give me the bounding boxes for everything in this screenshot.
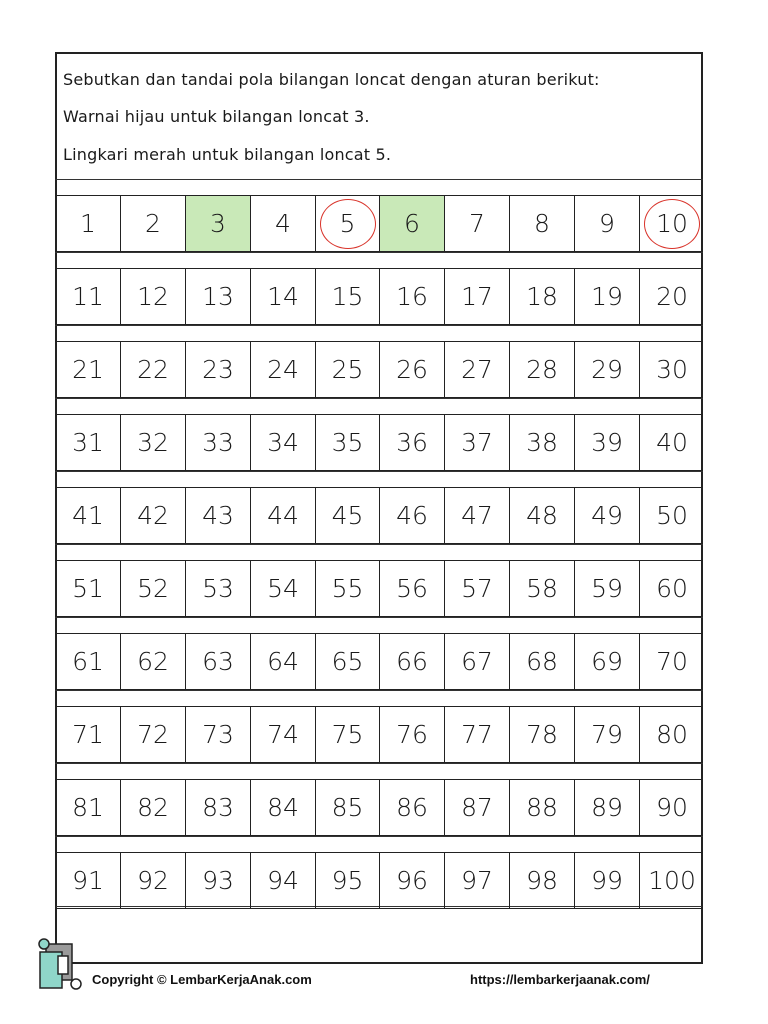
number-cell-12[interactable] — [121, 269, 186, 324]
number-label: 56 — [396, 574, 428, 603]
number-label: 98 — [526, 866, 558, 895]
number-label: 5 — [339, 209, 356, 238]
number-cell-38[interactable] — [510, 415, 575, 470]
number-cell-17[interactable] — [445, 269, 510, 324]
number-label: 73 — [202, 720, 234, 749]
number-cell-18[interactable] — [510, 269, 575, 324]
number-cell-74[interactable] — [251, 707, 316, 762]
number-label: 88 — [526, 793, 558, 822]
number-cell-75[interactable] — [316, 707, 380, 762]
number-label: 17 — [461, 282, 493, 311]
number-label: 87 — [461, 793, 493, 822]
number-cell-20[interactable] — [640, 269, 704, 324]
number-label: 77 — [461, 720, 493, 749]
number-label: 66 — [396, 647, 428, 676]
number-cell-39[interactable] — [575, 415, 640, 470]
number-label: 52 — [137, 574, 169, 603]
number-cell-3[interactable] — [186, 196, 251, 251]
number-label: 49 — [591, 501, 623, 530]
number-label: 27 — [461, 355, 493, 384]
number-label: 67 — [461, 647, 493, 676]
number-cell-76[interactable] — [380, 707, 445, 762]
number-label: 6 — [404, 209, 420, 238]
number-cell-73[interactable] — [186, 707, 251, 762]
number-cell-25[interactable] — [316, 342, 380, 397]
number-cell-21[interactable] — [56, 342, 121, 397]
number-cell-22[interactable] — [121, 342, 186, 397]
grid-row — [55, 268, 703, 325]
number-label: 43 — [202, 501, 234, 530]
number-label: 61 — [72, 647, 104, 676]
number-cell-67[interactable] — [445, 634, 510, 689]
number-cell-14[interactable] — [251, 269, 316, 324]
band-line — [55, 179, 703, 180]
grid-row — [55, 779, 703, 836]
number-cell-43[interactable] — [186, 488, 251, 543]
number-label: 46 — [396, 501, 428, 530]
number-cell-37[interactable] — [445, 415, 510, 470]
number-cell-100[interactable] — [640, 853, 704, 908]
number-label: 47 — [461, 501, 493, 530]
number-label: 7 — [469, 209, 485, 238]
grid-row — [55, 560, 703, 617]
number-cell-11[interactable] — [56, 269, 121, 324]
number-cell-94[interactable] — [251, 853, 316, 908]
number-label: 19 — [591, 282, 623, 311]
number-cell-52[interactable] — [121, 561, 186, 616]
number-cell-53[interactable] — [186, 561, 251, 616]
number-label: 72 — [137, 720, 169, 749]
grid-row — [55, 487, 703, 544]
number-label: 32 — [137, 428, 169, 457]
number-cell-72[interactable] — [121, 707, 186, 762]
number-label: 44 — [267, 501, 299, 530]
number-cell-82[interactable] — [121, 780, 186, 835]
number-cell-90[interactable] — [640, 780, 704, 835]
number-label: 51 — [72, 574, 104, 603]
number-label: 55 — [331, 574, 364, 603]
lembarkerjaanak-logo-icon — [38, 936, 88, 992]
copyright-text: Copyright © LembarKerjaAnak.com — [92, 972, 312, 987]
number-label: 93 — [202, 866, 234, 895]
number-label: 26 — [396, 355, 428, 384]
number-label: 76 — [396, 720, 428, 749]
number-label: 42 — [137, 501, 169, 530]
number-cell-19[interactable] — [575, 269, 640, 324]
number-label: 15 — [331, 282, 364, 311]
number-cell-62[interactable] — [121, 634, 186, 689]
number-cell-68[interactable] — [510, 634, 575, 689]
number-label: 30 — [656, 355, 688, 384]
number-label: 83 — [202, 793, 234, 822]
number-cell-42[interactable] — [121, 488, 186, 543]
number-cell-32[interactable] — [121, 415, 186, 470]
band-line — [55, 325, 703, 326]
instruction-line-3: Lingkari merah untuk bilangan loncat 5. — [63, 145, 392, 164]
number-cell-65[interactable] — [316, 634, 380, 689]
number-label: 82 — [137, 793, 169, 822]
number-label: 59 — [591, 574, 623, 603]
number-cell-6[interactable] — [380, 196, 445, 251]
number-label: 8 — [534, 209, 550, 238]
number-cell-10[interactable] — [640, 196, 704, 251]
number-cell-28[interactable] — [510, 342, 575, 397]
band-line — [55, 252, 703, 253]
number-label: 64 — [267, 647, 299, 676]
number-label: 91 — [72, 866, 104, 895]
number-cell-56[interactable] — [380, 561, 445, 616]
number-cell-45[interactable] — [316, 488, 380, 543]
number-cell-47[interactable] — [445, 488, 510, 543]
number-label: 1 — [80, 209, 96, 238]
number-cell-8[interactable] — [510, 196, 575, 251]
number-label: 62 — [137, 647, 169, 676]
number-label: 20 — [656, 282, 688, 311]
number-label: 54 — [267, 574, 299, 603]
number-label: 45 — [331, 501, 364, 530]
number-cell-89[interactable] — [575, 780, 640, 835]
number-label: 14 — [267, 282, 299, 311]
number-label: 9 — [599, 209, 615, 238]
number-cell-46[interactable] — [380, 488, 445, 543]
red-circle-mark — [644, 199, 700, 249]
number-cell-16[interactable] — [380, 269, 445, 324]
number-label: 80 — [656, 720, 688, 749]
number-cell-24[interactable] — [251, 342, 316, 397]
band-line — [55, 617, 703, 618]
number-label: 69 — [591, 647, 623, 676]
band-line — [55, 763, 703, 764]
number-cell-97[interactable] — [445, 853, 510, 908]
instruction-line-2: Warnai hijau untuk bilangan loncat 3. — [63, 107, 370, 126]
number-label: 41 — [72, 501, 104, 530]
number-label: 3 — [210, 209, 226, 238]
band-line — [55, 690, 703, 691]
number-cell-50[interactable] — [640, 488, 704, 543]
number-cell-80[interactable] — [640, 707, 704, 762]
number-cell-36[interactable] — [380, 415, 445, 470]
number-cell-59[interactable] — [575, 561, 640, 616]
band-line — [55, 836, 703, 837]
number-cell-60[interactable] — [640, 561, 704, 616]
number-cell-58[interactable] — [510, 561, 575, 616]
number-label: 21 — [72, 355, 104, 384]
number-label: 37 — [461, 428, 493, 457]
number-cell-71[interactable] — [56, 707, 121, 762]
number-cell-41[interactable] — [56, 488, 121, 543]
number-label: 16 — [396, 282, 428, 311]
number-cell-26[interactable] — [380, 342, 445, 397]
grid-row — [55, 341, 703, 398]
number-label: 57 — [461, 574, 493, 603]
number-cell-78[interactable] — [510, 707, 575, 762]
grid-row — [55, 633, 703, 690]
number-cell-49[interactable] — [575, 488, 640, 543]
number-label: 33 — [202, 428, 234, 457]
number-label: 75 — [331, 720, 364, 749]
website-url[interactable]: https://lembarkerjaanak.com/ — [470, 972, 650, 987]
number-cell-95[interactable] — [316, 853, 380, 908]
number-label: 96 — [396, 866, 428, 895]
number-label: 24 — [267, 355, 299, 384]
number-label: 18 — [526, 282, 558, 311]
number-cell-27[interactable] — [445, 342, 510, 397]
number-label: 99 — [591, 866, 623, 895]
number-label: 35 — [331, 428, 364, 457]
red-circle-mark — [320, 199, 376, 249]
number-cell-87[interactable] — [445, 780, 510, 835]
number-cell-69[interactable] — [575, 634, 640, 689]
number-cell-98[interactable] — [510, 853, 575, 908]
number-cell-61[interactable] — [56, 634, 121, 689]
number-cell-81[interactable] — [56, 780, 121, 835]
number-cell-1[interactable] — [56, 196, 121, 251]
number-label: 92 — [137, 866, 169, 895]
number-label: 70 — [656, 647, 688, 676]
number-label: 28 — [526, 355, 558, 384]
number-cell-48[interactable] — [510, 488, 575, 543]
number-cell-79[interactable] — [575, 707, 640, 762]
number-cell-63[interactable] — [186, 634, 251, 689]
number-label: 94 — [267, 866, 299, 895]
number-label: 65 — [331, 647, 364, 676]
instruction-line-1: Sebutkan dan tandai pola bilangan loncat dengan aturan berikut: — [63, 70, 600, 89]
band-line — [55, 544, 703, 545]
number-label: 11 — [72, 282, 104, 311]
number-label: 13 — [202, 282, 234, 311]
number-label: 84 — [267, 793, 299, 822]
number-cell-9[interactable] — [575, 196, 640, 251]
number-cell-86[interactable] — [380, 780, 445, 835]
number-label: 22 — [137, 355, 169, 384]
number-cell-51[interactable] — [56, 561, 121, 616]
number-label: 36 — [396, 428, 428, 457]
number-label: 79 — [591, 720, 623, 749]
number-cell-88[interactable] — [510, 780, 575, 835]
number-label: 100 — [648, 866, 696, 895]
number-label: 74 — [267, 720, 299, 749]
number-label: 78 — [526, 720, 558, 749]
number-label: 40 — [656, 428, 688, 457]
band-line — [55, 398, 703, 399]
number-label: 38 — [526, 428, 558, 457]
grid-row — [55, 414, 703, 471]
number-cell-77[interactable] — [445, 707, 510, 762]
number-label: 4 — [275, 209, 291, 238]
band-line — [55, 471, 703, 472]
number-label: 68 — [526, 647, 558, 676]
number-cell-83[interactable] — [186, 780, 251, 835]
number-cell-66[interactable] — [380, 634, 445, 689]
number-cell-7[interactable] — [445, 196, 510, 251]
number-cell-92[interactable] — [121, 853, 186, 908]
number-label: 29 — [591, 355, 623, 384]
number-cell-35[interactable] — [316, 415, 380, 470]
number-label: 48 — [526, 501, 558, 530]
number-cell-40[interactable] — [640, 415, 704, 470]
number-label: 90 — [656, 793, 688, 822]
number-label: 63 — [202, 647, 234, 676]
number-label: 58 — [526, 574, 558, 603]
number-cell-84[interactable] — [251, 780, 316, 835]
number-label: 95 — [331, 866, 364, 895]
grid-row — [55, 706, 703, 763]
number-label: 12 — [137, 282, 169, 311]
number-cell-31[interactable] — [56, 415, 121, 470]
number-cell-2[interactable] — [121, 196, 186, 251]
number-cell-34[interactable] — [251, 415, 316, 470]
grid-row — [55, 195, 703, 252]
number-label: 39 — [591, 428, 623, 457]
number-cell-54[interactable] — [251, 561, 316, 616]
number-label: 31 — [72, 428, 104, 457]
number-label: 10 — [656, 209, 688, 238]
number-cell-57[interactable] — [445, 561, 510, 616]
number-label: 85 — [331, 793, 364, 822]
number-cell-99[interactable] — [575, 853, 640, 908]
number-label: 89 — [591, 793, 623, 822]
number-cell-70[interactable] — [640, 634, 704, 689]
number-cell-91[interactable] — [56, 853, 121, 908]
number-cell-29[interactable] — [575, 342, 640, 397]
number-cell-13[interactable] — [186, 269, 251, 324]
number-label: 34 — [267, 428, 299, 457]
grid-row — [55, 852, 703, 909]
number-cell-96[interactable] — [380, 853, 445, 908]
number-cell-55[interactable] — [316, 561, 380, 616]
number-cell-64[interactable] — [251, 634, 316, 689]
number-cell-85[interactable] — [316, 780, 380, 835]
number-cell-44[interactable] — [251, 488, 316, 543]
number-cell-30[interactable] — [640, 342, 704, 397]
number-label: 2 — [145, 209, 161, 238]
number-label: 25 — [331, 355, 364, 384]
number-label: 86 — [396, 793, 428, 822]
number-label: 71 — [72, 720, 104, 749]
number-label: 50 — [656, 501, 688, 530]
number-label: 81 — [72, 793, 104, 822]
number-label: 53 — [202, 574, 234, 603]
number-cell-15[interactable] — [316, 269, 380, 324]
number-cell-5[interactable] — [316, 196, 380, 251]
number-label: 23 — [202, 355, 234, 384]
number-label: 60 — [656, 574, 688, 603]
number-cell-93[interactable] — [186, 853, 251, 908]
number-label: 97 — [461, 866, 493, 895]
number-cell-4[interactable] — [251, 196, 316, 251]
number-cell-33[interactable] — [186, 415, 251, 470]
number-cell-23[interactable] — [186, 342, 251, 397]
